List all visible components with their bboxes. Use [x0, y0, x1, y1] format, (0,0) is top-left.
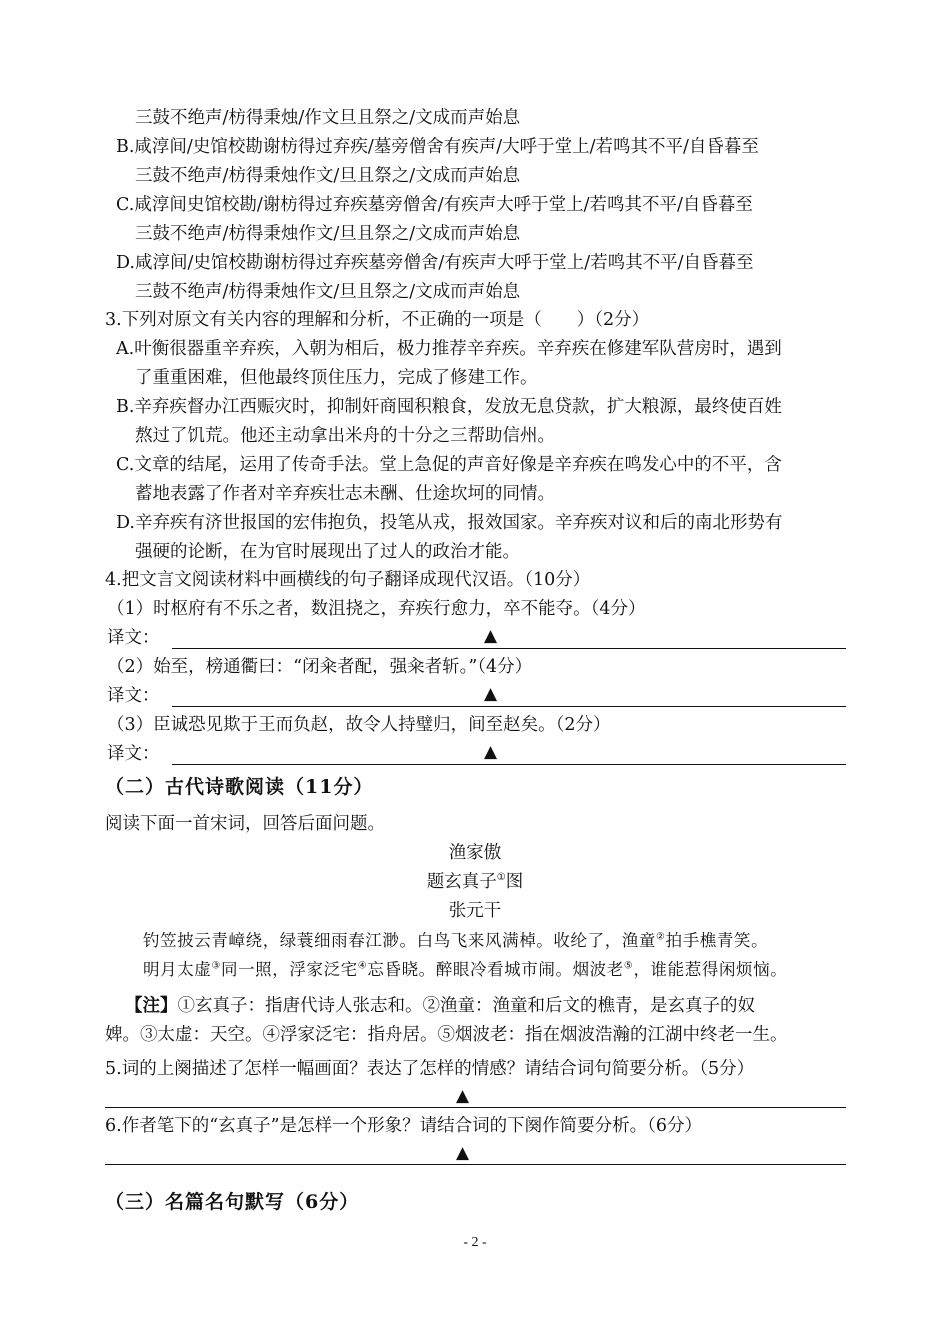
answer-marker-3: ▲: [484, 742, 498, 762]
q2-option-c-line1: C.咸淳间史馆校勘/谢枋得过弃疾墓旁僧舍/有疾声大呼于堂上/若鸣其不平/自昏暮至: [116, 195, 753, 215]
answer-marker-2: ▲: [484, 684, 498, 704]
q3-option-a-line2: 了重重困难，但他最终顶住压力，完成了修建工作。: [135, 368, 538, 388]
footnote-ref-2: ②: [656, 931, 666, 943]
q6-stem: 6.作者笔下的“玄真子”是怎样一个形象？请结合词的下阕作简要分析。（6分）: [105, 1116, 702, 1136]
q6-answer-marker: ▲: [456, 1143, 470, 1163]
poem-subtitle: 题玄真子①图: [426, 872, 524, 892]
q3-option-a-line1: A.叶衡很器重辛弃疾，入朝为相后，极力推荐辛弃疾。辛弃疾在修建军队营房时，遇到: [116, 339, 782, 359]
answer-label-3: 译文：: [107, 744, 160, 764]
note-label: 【注】: [125, 996, 178, 1016]
q5-answer-marker: ▲: [456, 1086, 470, 1106]
answer-line-1[interactable]: [172, 648, 846, 649]
q5-stem: 5.词的上阕描述了怎样一幅画面？表达了怎样的情感？请结合词句简要分析。（5分）: [105, 1059, 755, 1079]
q3-stem: 3.下列对原文有关内容的理解和分析，不正确的一项是（ ）（2分）: [105, 310, 650, 330]
q4-stem: 4.把文言文阅读材料中画横线的句子翻译成现代汉语。（10分）: [105, 570, 591, 590]
section-3-title: （三）名篇名句默写（6分）: [105, 1191, 360, 1213]
answer-marker-1: ▲: [484, 626, 498, 646]
footnote-ref-3: ③: [211, 960, 221, 972]
q2-option-d-line1: D.咸淳间/史馆校勘谢枋得过弃疾墓旁僧舍/有疾声大呼于堂上/若鸣其不平/自昏暮至: [116, 253, 754, 273]
poem-line-1: 钓笠披云青嶂绕，绿蓑细雨春江渺。白鸟飞来风满棹。收纶了，渔童②拍手樵青笑。: [143, 931, 769, 950]
answer-line-2[interactable]: [172, 706, 846, 707]
section-2-intro: 阅读下面一首宋词，回答后面问题。: [105, 814, 385, 834]
q2-option-b-line2: 三鼓不绝声/枋得秉烛作文/旦且祭之/文成而声始息: [135, 166, 521, 186]
q6-answer-line[interactable]: [105, 1164, 846, 1165]
q2-option-a-continued: 三鼓不绝声/枋得秉烛/作文旦且祭之/文成而声始息: [135, 108, 521, 128]
q5-answer-line[interactable]: [105, 1107, 846, 1108]
q2-option-b-line1: B.咸淳间/史馆校勘谢枋得过弃疾/墓旁僧舍有疾声/大呼于堂上/若鸣其不平/自昏暮至: [116, 137, 759, 157]
footnote-ref-5: ⑤: [623, 960, 634, 972]
poem-line-2: 明月太虚③同一照，浮家泛宅④忘昏晓。醉眼冷看城市闹。烟波老⑤，谁能惹得闲烦恼。: [143, 960, 788, 979]
q2-option-d-line2: 三鼓不绝声/枋得秉烛作文/旦且祭之/文成而声始息: [135, 282, 521, 302]
q4-sentence-2: （2）始至，榜通衢曰：“闭籴者配，强籴者斩。”（4分）: [107, 657, 533, 677]
poem-author: 张元干: [448, 901, 502, 921]
answer-label-2: 译文：: [107, 686, 160, 706]
footnote-ref-4: ④: [357, 960, 368, 972]
poem-notes-line1: 【注】①玄真子：指唐代诗人张志和。②渔童：渔童和后文的樵青，是玄真子的奴: [125, 996, 755, 1016]
q4-sentence-3: （3）臣诚恐见欺于王而负赵，故令人持璧归，间至赵矣。（2分）: [107, 715, 611, 735]
footnote-ref-1: ①: [496, 872, 506, 884]
section-2-title: （二）古代诗歌阅读（11分）: [105, 776, 374, 798]
q3-option-c-line2: 蓄地表露了作者对辛弃疾壮志未酬、仕途坎坷的同情。: [135, 484, 555, 504]
q3-option-c-line1: C.文章的结尾，运用了传奇手法。堂上急促的声音好像是辛弃疾在鸣发心中的不平，含: [116, 455, 782, 475]
q2-option-c-line2: 三鼓不绝声/枋得秉烛作文/旦且祭之/文成而声始息: [135, 224, 521, 244]
answer-label-1: 译文：: [107, 628, 160, 648]
poem-title: 渔家傲: [448, 843, 502, 863]
poem-notes-line2: 婢。③太虚：天空。④浮家泛宅：指舟居。⑤烟波老：指在烟波浩瀚的江湖中终老一生。: [105, 1025, 788, 1045]
answer-line-3[interactable]: [172, 764, 846, 765]
q3-option-b-line2: 熬过了饥荒。他还主动拿出米舟的十分之三帮助信州。: [135, 426, 555, 446]
q4-sentence-1: （1）时枢府有不乐之者，数沮挠之，弃疾行愈力，卒不能夺。（4分）: [107, 599, 646, 619]
q3-option-b-line1: B.辛弃疾督办江西赈灾时，抑制奸商囤积粮食，发放无息贷款，扩大粮源，最终使百姓: [116, 397, 782, 417]
page-number: - 2 -: [463, 1235, 487, 1250]
q3-option-d-line2: 强硬的论断，在为官时展现出了过人的政治才能。: [135, 542, 520, 562]
q3-option-d-line1: D.辛弃疾有济世报国的宏伟抱负，投笔从戎，报效国家。辛弃疾对议和后的南北形势有: [116, 513, 783, 533]
